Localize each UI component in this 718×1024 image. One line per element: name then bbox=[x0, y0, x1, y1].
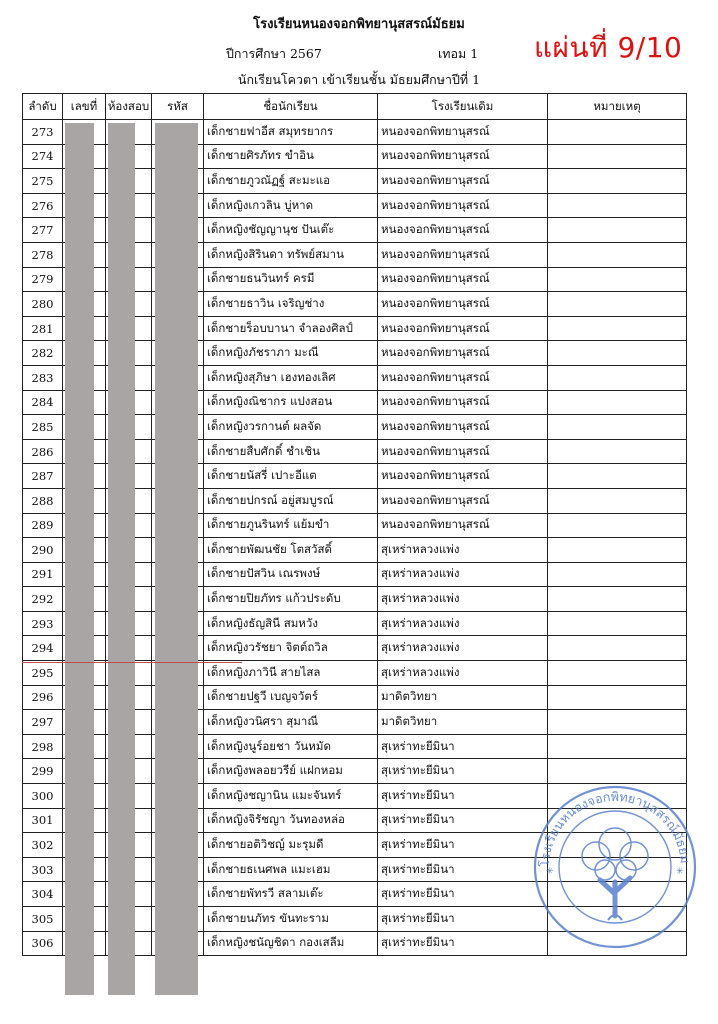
cell-order: 286 bbox=[23, 439, 63, 464]
school-name: โรงเรียนหนองจอกพิทยานุสสรณ์มัธยม bbox=[253, 17, 465, 32]
cell-previous-school: หนองจอกพิทยานุสรณ์ bbox=[378, 513, 548, 538]
cell-previous-school: หนองจอกพิทยานุสรณ์ bbox=[378, 488, 548, 513]
cell-remarks bbox=[548, 415, 687, 440]
cell-previous-school: หนองจอกพิทยานุสรณ์ bbox=[378, 120, 548, 145]
cell-order: 290 bbox=[23, 538, 63, 563]
cell-previous-school: หนองจอกพิทยานุสรณ์ bbox=[378, 390, 548, 415]
cell-student-name: เด็กหญิงวรกานต์ ผลจัด bbox=[204, 415, 378, 440]
cell-remarks bbox=[548, 390, 687, 415]
list-subtitle: นักเรียนโควตา เข้าเรียนชั้น มัธยมศึกษาปีที่ 1 bbox=[237, 72, 481, 87]
cell-student-name: เด็กชายพัฒนชัย โตสวัสดิ์ bbox=[204, 538, 378, 563]
cell-previous-school: หนองจอกพิทยานุสรณ์ bbox=[378, 415, 548, 440]
cell-previous-school: สุเหร่าทะยีมินา bbox=[378, 784, 548, 809]
cell-student-name: เด็กชายปิยภัทร แก้วประดับ bbox=[204, 587, 378, 612]
cell-previous-school: สุเหร่าหลวงแพ่ง bbox=[378, 611, 548, 636]
cell-previous-school: สุเหร่าทะยีมินา bbox=[378, 759, 548, 784]
cell-order: 294 bbox=[23, 636, 63, 661]
sheet-number: แผ่นที่ 9/10 bbox=[534, 31, 683, 64]
cell-previous-school: มาดิตวิทยา bbox=[378, 685, 548, 710]
cell-previous-school: หนองจอกพิทยานุสรณ์ bbox=[378, 316, 548, 341]
cell-order: 287 bbox=[23, 464, 63, 489]
cell-order: 289 bbox=[23, 513, 63, 538]
cell-remarks bbox=[548, 439, 687, 464]
cell-previous-school: สุเหร่าหลวงแพ่ง bbox=[378, 587, 548, 612]
cell-remarks bbox=[548, 587, 687, 612]
cell-previous-school: หนองจอกพิทยานุสรณ์ bbox=[378, 365, 548, 390]
cell-order: 277 bbox=[23, 218, 63, 243]
cell-student-name: เด็กหญิงนูร์อยชา วันหมัด bbox=[204, 734, 378, 759]
cell-previous-school: สุเหร่าหลวงแพ่ง bbox=[378, 538, 548, 563]
cell-student-name: เด็กชายธเนศพล แมะเฮม bbox=[204, 857, 378, 882]
cell-student-name: เด็กชายพัทรวี สลามเต๊ะ bbox=[204, 882, 378, 907]
col-header-student-name: ชื่อนักเรียน bbox=[204, 94, 378, 120]
cell-student-name: เด็กชายฟาอีส สมุทรยากร bbox=[204, 120, 378, 145]
cell-previous-school: หนองจอกพิทยานุสรณ์ bbox=[378, 464, 548, 489]
col-header-order: ลำดับ bbox=[23, 94, 63, 120]
cell-student-name: เด็กชายภูวณัฏฐ์ สะมะแอ bbox=[204, 169, 378, 194]
cell-order: 279 bbox=[23, 267, 63, 292]
cell-remarks bbox=[548, 144, 687, 169]
cell-previous-school: สุเหร่าหลวงแพ่ง bbox=[378, 636, 548, 661]
school-seal-stamp bbox=[530, 782, 700, 956]
cell-student-name: เด็กชายนัสรี่ เปาะอีแต bbox=[204, 464, 378, 489]
cell-previous-school: หนองจอกพิทยานุสรณ์ bbox=[378, 193, 548, 218]
cell-previous-school: หนองจอกพิทยานุสรณ์ bbox=[378, 267, 548, 292]
cell-student-name: เด็กหญิงวรัชยา จิตต์ถวิล bbox=[204, 636, 378, 661]
cell-order: 300 bbox=[23, 784, 63, 809]
cell-previous-school: สุเหร่าทะยีมินา bbox=[378, 857, 548, 882]
col-header-previous-school: โรงเรียนเดิม bbox=[378, 94, 548, 120]
cell-student-name: เด็กหญิงณิชากร แปงสอน bbox=[204, 390, 378, 415]
cell-order: 274 bbox=[23, 144, 63, 169]
cell-order: 288 bbox=[23, 488, 63, 513]
cell-remarks bbox=[548, 341, 687, 366]
cell-previous-school: สุเหร่าทะยีมินา bbox=[378, 808, 548, 833]
cell-remarks bbox=[548, 267, 687, 292]
cell-order: 299 bbox=[23, 759, 63, 784]
cell-student-name: เด็กหญิงชญานิน แมะจันทร์ bbox=[204, 784, 378, 809]
cell-student-name: เด็กชายธาวิน เจริญช่าง bbox=[204, 292, 378, 317]
cell-previous-school: หนองจอกพิทยานุสรณ์ bbox=[378, 292, 548, 317]
cell-order: 278 bbox=[23, 242, 63, 267]
cell-previous-school: สุเหร่าทะยีมินา bbox=[378, 833, 548, 858]
cell-student-name: เด็กหญิงชนัญชิดา กองเสลีม bbox=[204, 931, 378, 956]
cell-previous-school: สุเหร่าทะยีมินา bbox=[378, 931, 548, 956]
cell-student-name: เด็กชายร็อบบานา จำลองศิลป์ bbox=[204, 316, 378, 341]
cell-previous-school: หนองจอกพิทยานุสรณ์ bbox=[378, 144, 548, 169]
table-header-row bbox=[23, 94, 687, 120]
red-pen-line bbox=[22, 662, 242, 663]
cell-order: 281 bbox=[23, 316, 63, 341]
col-header-student-id: รหัส bbox=[152, 94, 204, 120]
cell-remarks bbox=[548, 685, 687, 710]
cell-order: 283 bbox=[23, 365, 63, 390]
cell-order: 296 bbox=[23, 685, 63, 710]
cell-previous-school: สุเหร่าหลวงแพ่ง bbox=[378, 562, 548, 587]
cell-student-name: เด็กชายปัสวิน เณรพงษ์ bbox=[204, 562, 378, 587]
cell-remarks bbox=[548, 242, 687, 267]
cell-order: 302 bbox=[23, 833, 63, 858]
cell-previous-school: หนองจอกพิทยานุสรณ์ bbox=[378, 439, 548, 464]
cell-order: 295 bbox=[23, 661, 63, 686]
cell-student-name: เด็กหญิงวนิศรา สุมาณี bbox=[204, 710, 378, 735]
cell-previous-school: สุเหร่าทะยีมินา bbox=[378, 882, 548, 907]
redaction-exam-room-column bbox=[108, 123, 135, 995]
col-header-remarks: หมายเหตุ bbox=[548, 94, 687, 120]
cell-remarks bbox=[548, 292, 687, 317]
stamp-text: โรงเรียนหนองจอกพิทยานุสสรณ์มัธยม bbox=[536, 788, 693, 868]
cell-student-name: เด็กหญิงชัญญานุช ปันเต๊ะ bbox=[204, 218, 378, 243]
cell-student-name: เด็กหญิงธัญสินี สมหวัง bbox=[204, 611, 378, 636]
svg-text:✳: ✳ bbox=[546, 867, 554, 877]
cell-student-name: เด็กหญิงเกวลิน บู่หาด bbox=[204, 193, 378, 218]
cell-previous-school: หนองจอกพิทยานุสรณ์ bbox=[378, 169, 548, 194]
redaction-number-column bbox=[65, 123, 94, 995]
cell-remarks bbox=[548, 169, 687, 194]
cell-remarks bbox=[548, 316, 687, 341]
cell-order: 297 bbox=[23, 710, 63, 735]
svg-text:✳: ✳ bbox=[676, 867, 684, 877]
cell-previous-school: สุเหร่าหลวงแพ่ง bbox=[378, 661, 548, 686]
cell-student-name: เด็กหญิงสุภิษา เฮงทองเลิศ bbox=[204, 365, 378, 390]
redaction-student-id-column bbox=[155, 123, 198, 995]
cell-order: 298 bbox=[23, 734, 63, 759]
cell-remarks bbox=[548, 513, 687, 538]
cell-student-name: เด็กหญิงภาวินี สายไสล bbox=[204, 661, 378, 686]
cell-previous-school: มาดิตวิทยา bbox=[378, 710, 548, 735]
cell-remarks bbox=[548, 661, 687, 686]
academic-year: ปีการศึกษา 2567 bbox=[226, 46, 322, 61]
cell-order: 301 bbox=[23, 808, 63, 833]
cell-remarks bbox=[548, 488, 687, 513]
cell-order: 273 bbox=[23, 120, 63, 145]
cell-student-name: เด็กชายภูนรินทร์ แย้มขำ bbox=[204, 513, 378, 538]
cell-student-name: เด็กหญิงสิรินดา ทรัพย์สมาน bbox=[204, 242, 378, 267]
cell-remarks bbox=[548, 218, 687, 243]
cell-student-name: เด็กหญิงจิรัชญา วันทองหล่อ bbox=[204, 808, 378, 833]
cell-student-name: เด็กชายปกรณ์ อยู่สมบูรณ์ bbox=[204, 488, 378, 513]
cell-remarks bbox=[548, 193, 687, 218]
cell-student-name: เด็กชายปฐวี เบญจวัตร์ bbox=[204, 685, 378, 710]
cell-student-name: เด็กชายสืบศักดิ์ ชำเชิน bbox=[204, 439, 378, 464]
cell-remarks bbox=[548, 611, 687, 636]
cell-previous-school: หนองจอกพิทยานุสรณ์ bbox=[378, 341, 548, 366]
cell-student-name: เด็กหญิงภัชราภา มะณี bbox=[204, 341, 378, 366]
cell-order: 303 bbox=[23, 857, 63, 882]
cell-remarks bbox=[548, 759, 687, 784]
col-header-number: เลขที่ bbox=[63, 94, 106, 120]
cell-order: 280 bbox=[23, 292, 63, 317]
cell-remarks bbox=[548, 365, 687, 390]
cell-previous-school: สุเหร่าทะยีมินา bbox=[378, 907, 548, 932]
cell-student-name: เด็กชายนภัทร ขันทะราม bbox=[204, 907, 378, 932]
cell-order: 306 bbox=[23, 931, 63, 956]
cell-previous-school: หนองจอกพิทยานุสรณ์ bbox=[378, 218, 548, 243]
cell-previous-school: สุเหร่าทะยีมินา bbox=[378, 734, 548, 759]
cell-order: 282 bbox=[23, 341, 63, 366]
cell-remarks bbox=[548, 562, 687, 587]
cell-order: 291 bbox=[23, 562, 63, 587]
term-label: เทอม 1 bbox=[438, 46, 479, 61]
cell-order: 292 bbox=[23, 587, 63, 612]
cell-order: 304 bbox=[23, 882, 63, 907]
cell-student-name: เด็กชายธนวินทร์ ครมี bbox=[204, 267, 378, 292]
cell-order: 305 bbox=[23, 907, 63, 932]
cell-previous-school: หนองจอกพิทยานุสรณ์ bbox=[378, 242, 548, 267]
cell-remarks bbox=[548, 538, 687, 563]
cell-remarks bbox=[548, 636, 687, 661]
cell-student-name: เด็กชายอติวิชญ์ มะรุมดี bbox=[204, 833, 378, 858]
col-header-exam-room: ห้องสอบ bbox=[106, 94, 152, 120]
cell-remarks bbox=[548, 710, 687, 735]
cell-student-name: เด็กชายศิรภัทร ขำอิน bbox=[204, 144, 378, 169]
cell-remarks bbox=[548, 464, 687, 489]
cell-order: 293 bbox=[23, 611, 63, 636]
cell-order: 276 bbox=[23, 193, 63, 218]
cell-order: 284 bbox=[23, 390, 63, 415]
cell-student-name: เด็กหญิงพลอยวรีย์ แฝกหอม bbox=[204, 759, 378, 784]
cell-remarks bbox=[548, 120, 687, 145]
cell-order: 275 bbox=[23, 169, 63, 194]
cell-remarks bbox=[548, 734, 687, 759]
cell-order: 285 bbox=[23, 415, 63, 440]
